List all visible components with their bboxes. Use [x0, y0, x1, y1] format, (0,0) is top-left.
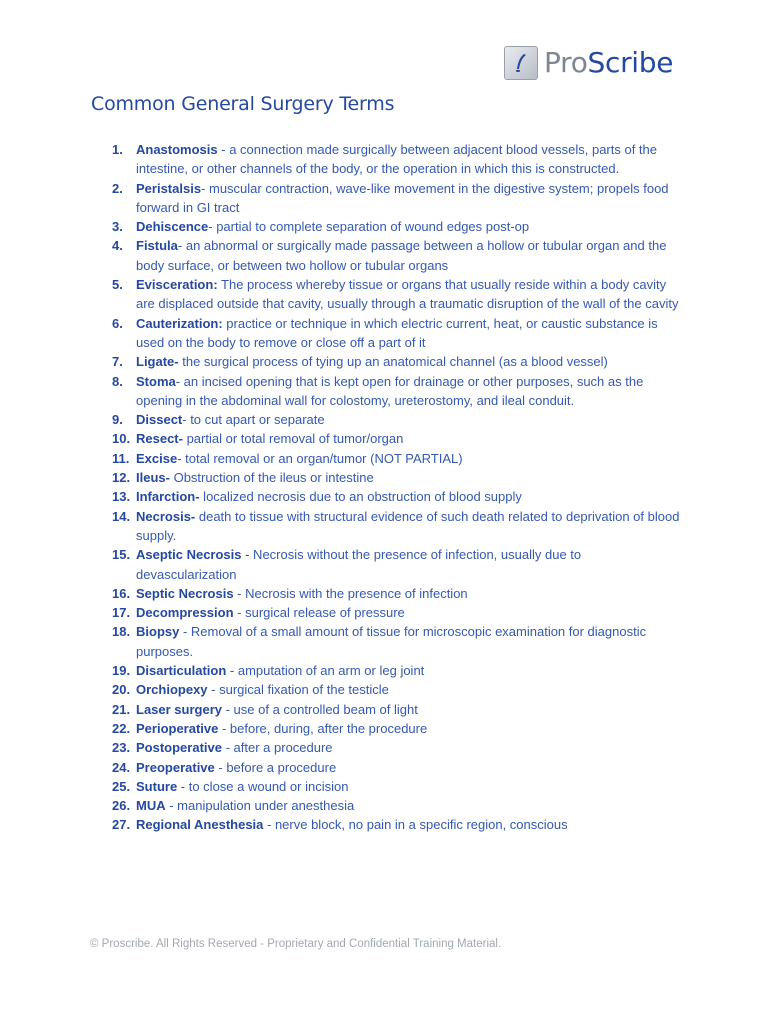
term-number: 26.	[112, 798, 131, 814]
term-name: Orchiopexy	[136, 682, 208, 698]
term-number: 23.	[112, 740, 131, 756]
term-definition: - before a procedure	[214, 759, 337, 775]
term-list-item	[0, 275, 768, 314]
term-number: 20.	[112, 682, 131, 698]
term-number: 2.	[112, 180, 123, 196]
term-name: Perioperative	[136, 720, 219, 736]
quill-pen-icon	[504, 46, 538, 80]
term-definition: - to cut apart or separate	[182, 412, 325, 428]
term-number: 1.	[112, 142, 123, 157]
term-number: 5.	[112, 277, 123, 293]
term-number: 13.	[112, 489, 131, 505]
term-list-item	[0, 140, 768, 179]
term-list-item	[0, 680, 768, 699]
term-list-item	[0, 603, 768, 622]
term-name: Postoperative	[136, 740, 222, 756]
term-number: 11.	[112, 450, 130, 466]
term-name: Excise	[136, 450, 178, 466]
term-definition: - Necrosis with the presence of infection	[233, 585, 468, 601]
term-name: MUA	[136, 798, 166, 814]
term-list-item	[0, 815, 768, 834]
term-definition: - a connection made surgically between adjacent blood vessels, parts of the intestine, or other channels of the body, or the operation in which this is constructed.	[136, 142, 658, 177]
term-number: 16.	[112, 585, 131, 601]
term-definition: The process whereby tissue or organs that usually reside within a body cavity are displaced outside that cavity, usually through a traumatic disruption of the wall of the cavity	[136, 277, 679, 312]
term-list-item	[0, 584, 768, 603]
term-number: 21.	[112, 701, 131, 717]
term-list-item	[0, 622, 768, 661]
term-list-item	[0, 661, 768, 680]
term-list-item	[0, 410, 768, 429]
term-number: 19.	[112, 663, 131, 679]
terms-list	[0, 140, 768, 835]
term-name: Infarction-	[136, 489, 200, 505]
term-list-item	[0, 314, 768, 353]
term-list-item	[0, 507, 768, 546]
term-definition: - use of a controlled beam of light	[222, 701, 418, 717]
term-list-item	[0, 777, 768, 796]
term-list-item	[0, 796, 768, 815]
term-name: Evisceration:	[136, 277, 218, 293]
term-definition: - to close a wound or incision	[177, 778, 349, 794]
term-list-item	[0, 236, 768, 275]
term-name: Stoma	[136, 373, 176, 389]
term-definition: - an incised opening that is kept open for drainage or other purposes, such as the opening in the abdominal wall for colostomy, ureterostomy, and ileal conduit.	[136, 373, 644, 408]
term-name: Necrosis-	[136, 508, 196, 524]
term-definition: localized necrosis due to an obstruction of blood supply	[199, 489, 522, 505]
term-name: Septic Necrosis	[136, 585, 234, 601]
term-definition: - manipulation under anesthesia	[165, 798, 355, 814]
term-number: 7.	[112, 354, 123, 370]
term-number: 12.	[112, 470, 131, 486]
term-list-item	[0, 449, 768, 468]
term-name: Cauterization:	[136, 315, 223, 331]
term-definition: - partial to complete separation of wound edges post-op	[208, 219, 530, 235]
proscribe-logo	[504, 46, 673, 80]
term-name: Disarticulation	[136, 663, 227, 679]
term-number: 24.	[112, 759, 131, 775]
copyright-footer: © Proscribe. All Rights Reserved - Proprietary and Confidential Training Material.	[90, 938, 502, 950]
page-title: Common General Surgery Terms	[91, 93, 395, 115]
term-list-item	[0, 738, 768, 757]
term-definition: - Necrosis without the presence of infection, usually due to devascularization	[136, 547, 582, 582]
term-definition: - Removal of a small amount of tissue for microscopic examination for diagnostic purposes.	[136, 624, 647, 659]
term-number: 10.	[112, 431, 131, 447]
term-name: Biopsy	[136, 624, 180, 640]
term-number: 25.	[112, 778, 131, 794]
term-number: 4.	[112, 238, 123, 254]
term-number: 9.	[112, 412, 123, 428]
term-name: Laser surgery	[136, 701, 222, 717]
term-name: Anastomosis	[136, 142, 218, 157]
term-number: 15.	[112, 547, 131, 563]
term-definition: practice or technique in which electric current, heat, or caustic substance is used on the body to remove or close off a part of it	[136, 315, 658, 350]
term-list-item	[0, 468, 768, 487]
term-number: 8.	[112, 373, 123, 389]
term-definition: - an abnormal or surgically made passage between a hollow or tubular organ and the body surface, or between two hollow or tubular organs	[136, 238, 667, 273]
term-name: Ileus-	[136, 470, 170, 486]
term-list-item	[0, 429, 768, 448]
term-name: Regional Anesthesia	[136, 817, 264, 833]
term-name: Dehiscence	[136, 219, 209, 235]
term-number: 18.	[112, 624, 131, 640]
term-name: Aseptic Necrosis	[136, 547, 242, 563]
term-definition: - before, during, after the procedure	[218, 720, 428, 736]
term-definition: - amputation of an arm or leg joint	[226, 663, 425, 679]
term-number: 22.	[112, 720, 131, 736]
term-number: 17.	[112, 605, 131, 621]
term-definition: - surgical fixation of the testicle	[207, 682, 389, 698]
term-list-item	[0, 719, 768, 738]
term-name: Dissect	[136, 412, 183, 428]
term-name: Suture	[136, 778, 178, 794]
term-definition: - surgical release of pressure	[233, 605, 405, 621]
logo-wordmark	[544, 46, 673, 80]
term-definition: - total removal or an organ/tumor (NOT PARTIAL)	[177, 450, 463, 466]
term-number: 3.	[112, 219, 123, 235]
term-list-item	[0, 758, 768, 777]
term-definition: death to tissue with structural evidence of such death related to deprivation of blood supply.	[136, 508, 680, 543]
term-number: 14.	[112, 508, 131, 524]
term-list-item	[0, 700, 768, 719]
term-definition: Obstruction of the ileus or intestine	[169, 470, 374, 486]
logo-pro-text: Pro	[544, 46, 588, 79]
term-definition: - after a procedure	[221, 740, 333, 756]
term-list-item	[0, 352, 768, 371]
logo-scribe-text: Scribe	[587, 46, 674, 79]
term-definition: partial or total removal of tumor/organ	[182, 431, 404, 447]
term-definition: - nerve block, no pain in a specific region, conscious	[263, 817, 568, 833]
term-list-item	[0, 372, 768, 411]
term-name: Fistula	[136, 238, 178, 254]
term-name: Preoperative	[136, 759, 215, 775]
term-name: Resect-	[136, 431, 183, 447]
term-number: 6.	[112, 315, 123, 331]
term-list-item	[0, 545, 768, 584]
term-name: Ligate-	[136, 354, 179, 370]
term-name: Decompression	[136, 605, 234, 621]
term-list-item	[0, 179, 768, 218]
term-definition: - muscular contraction, wave-like movement in the digestive system; propels food forward in GI tract	[136, 180, 669, 215]
term-list-item	[0, 217, 768, 236]
term-list-item	[0, 487, 768, 506]
term-number: 27.	[112, 817, 131, 833]
term-definition: the surgical process of tying up an anatomical channel (as a blood vessel)	[178, 354, 608, 370]
term-name: Peristalsis	[136, 180, 202, 196]
